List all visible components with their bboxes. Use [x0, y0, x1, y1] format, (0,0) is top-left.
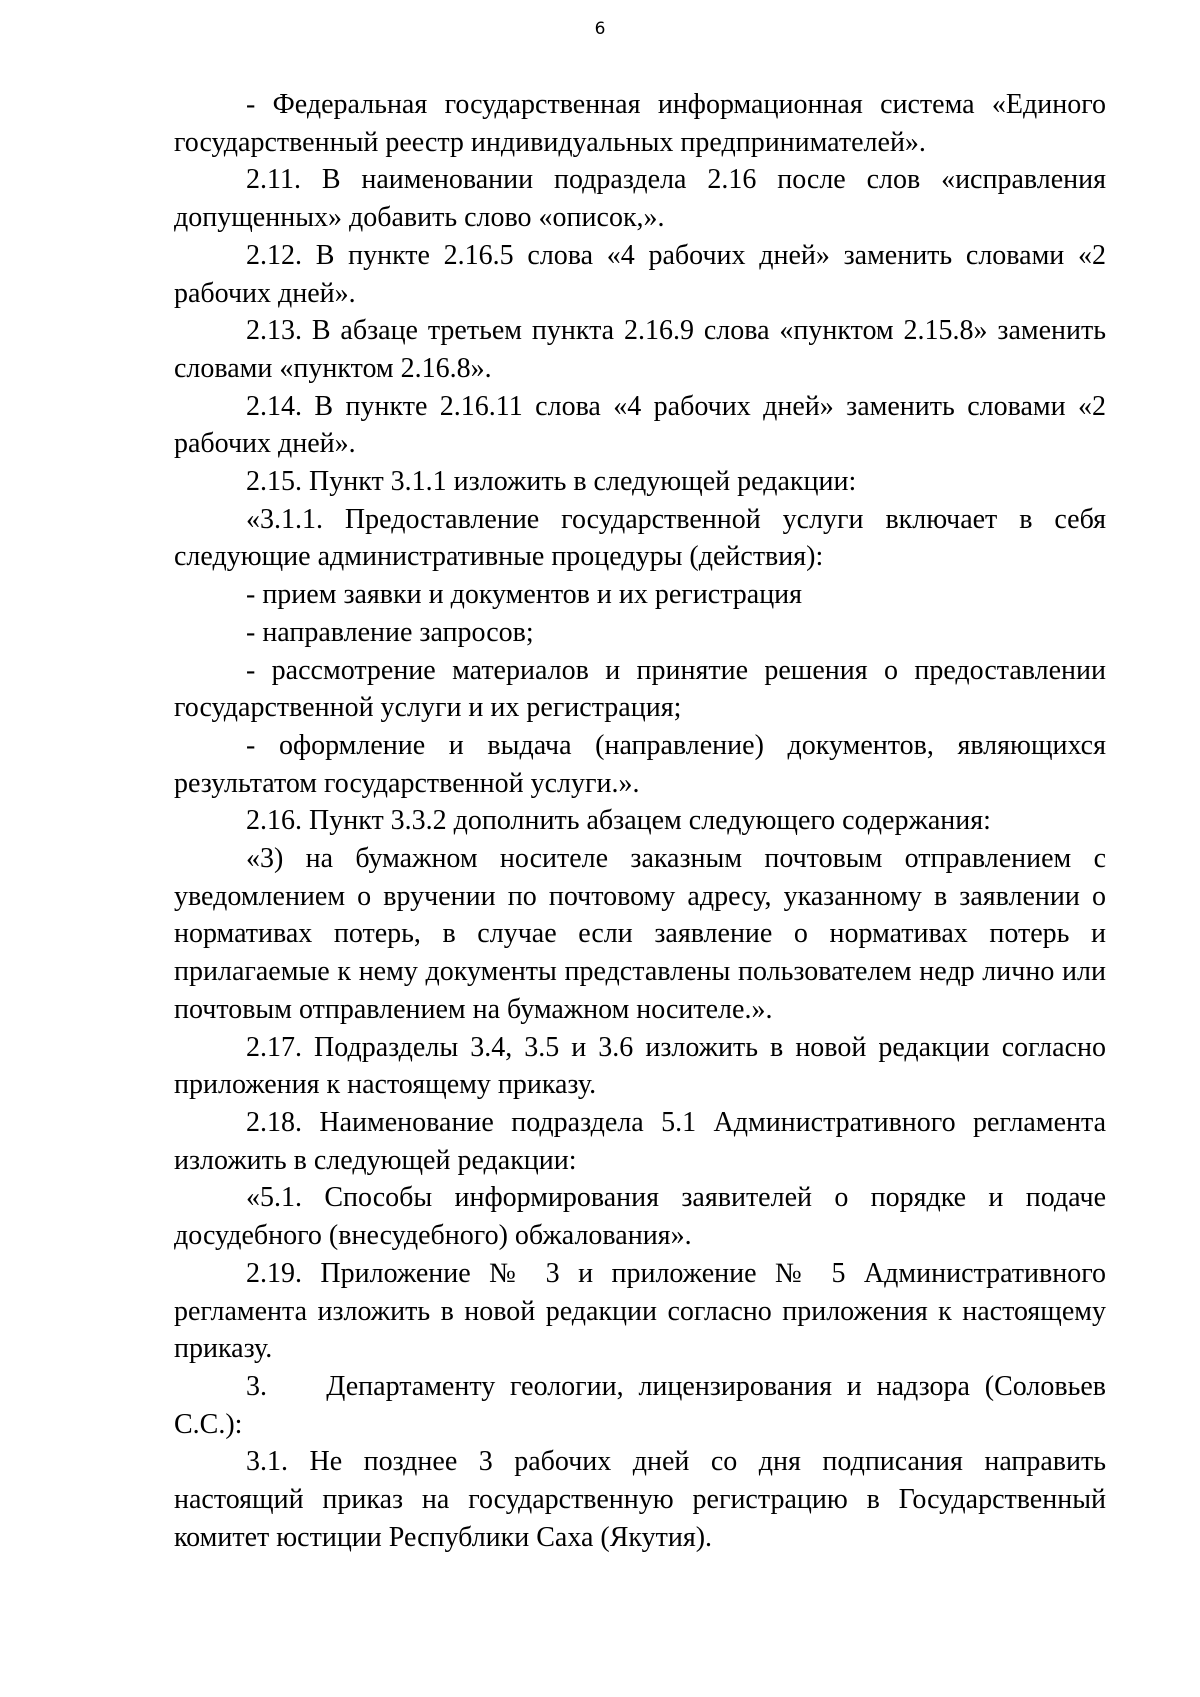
paragraph: - прием заявки и документов и их регистрация — [246, 579, 803, 611]
paragraph: - направление запросов; — [246, 616, 534, 648]
paragraph: 2.12. В пункте 2.16.5 слова «4 рабочих дней» заменить словами «2 рабочих дней». — [174, 239, 1106, 309]
paragraph: 2.14. В пункте 2.16.11 слова «4 рабочих дней» заменить словами «2 рабочих дней». — [174, 390, 1106, 460]
document-body — [174, 86, 1113, 1556]
paragraph: «3.1.1. Предоставление государственной услуги включает в себя следующие административные процедуры (действия): — [174, 503, 1106, 573]
paragraph: 3.1. Не позднее 3 рабочих дней со дня подписания направить настоящий приказ на государственную регистрацию в Государственный комитет юстиции Республики Саха (Якутия). — [174, 1446, 1106, 1553]
paragraph: - оформление и выдача (направление) документов, являющихся результатом государственной услуги.». — [174, 729, 1106, 799]
paragraph: 2.13. В абзаце третьем пункта 2.16.9 слова «пунктом 2.15.8» заменить словами «пунктом 2.16.8». — [174, 315, 1106, 384]
paragraph: 2.11. В наименовании подраздела 2.16 после слов «исправления допущенных» добавить слово «описок,». — [174, 164, 1106, 234]
paragraph: 2.19. Приложение № 3 и приложение № 5 Административного регламента изложить в новой редакции согласно приложения к настоящему приказу. — [174, 1257, 1106, 1365]
paragraph: - Федеральная государственная информационная система «Единого государственный реестр индивидуальных предпринимателей». — [174, 89, 1106, 158]
paragraph: - рассмотрение материалов и принятие решения о предоставлении государственной услуги и их регистрация; — [174, 654, 1106, 724]
paragraph: 2.17. Подразделы 3.4, 3.5 и 3.6 изложить в новой редакции согласно приложения к настоящему приказу. — [174, 1031, 1106, 1101]
paragraph: 2.18. Наименование подраздела 5.1 Административного регламента изложить в следующей редакции: — [174, 1106, 1106, 1176]
page-number: 6 — [594, 19, 606, 39]
paragraph: «3) на бумажном носителе заказным почтовым отправлением с уведомлением о вручении по почтовому адресу, указанному в заявлении о нормативах потерь, в случае если заявление о нормативах потерь и прилагаемые к нему документы представлены пользователем недр лично или почтовым отправлением на бумажном носителе.». — [174, 843, 1106, 1025]
paragraph: 2.15. Пункт 3.1.1 изложить в следующей редакции: — [246, 466, 857, 498]
paragraph: 3. Департаменту геологии, лицензирования и надзора (Соловьев С.С.): — [174, 1370, 1113, 1440]
paragraph: «5.1. Способы информирования заявителей о порядке и подаче досудебного (внесудебного) обжалования». — [174, 1182, 1106, 1252]
paragraph: 2.16. Пункт 3.3.2 дополнить абзацем следующего содержания: — [246, 805, 991, 837]
